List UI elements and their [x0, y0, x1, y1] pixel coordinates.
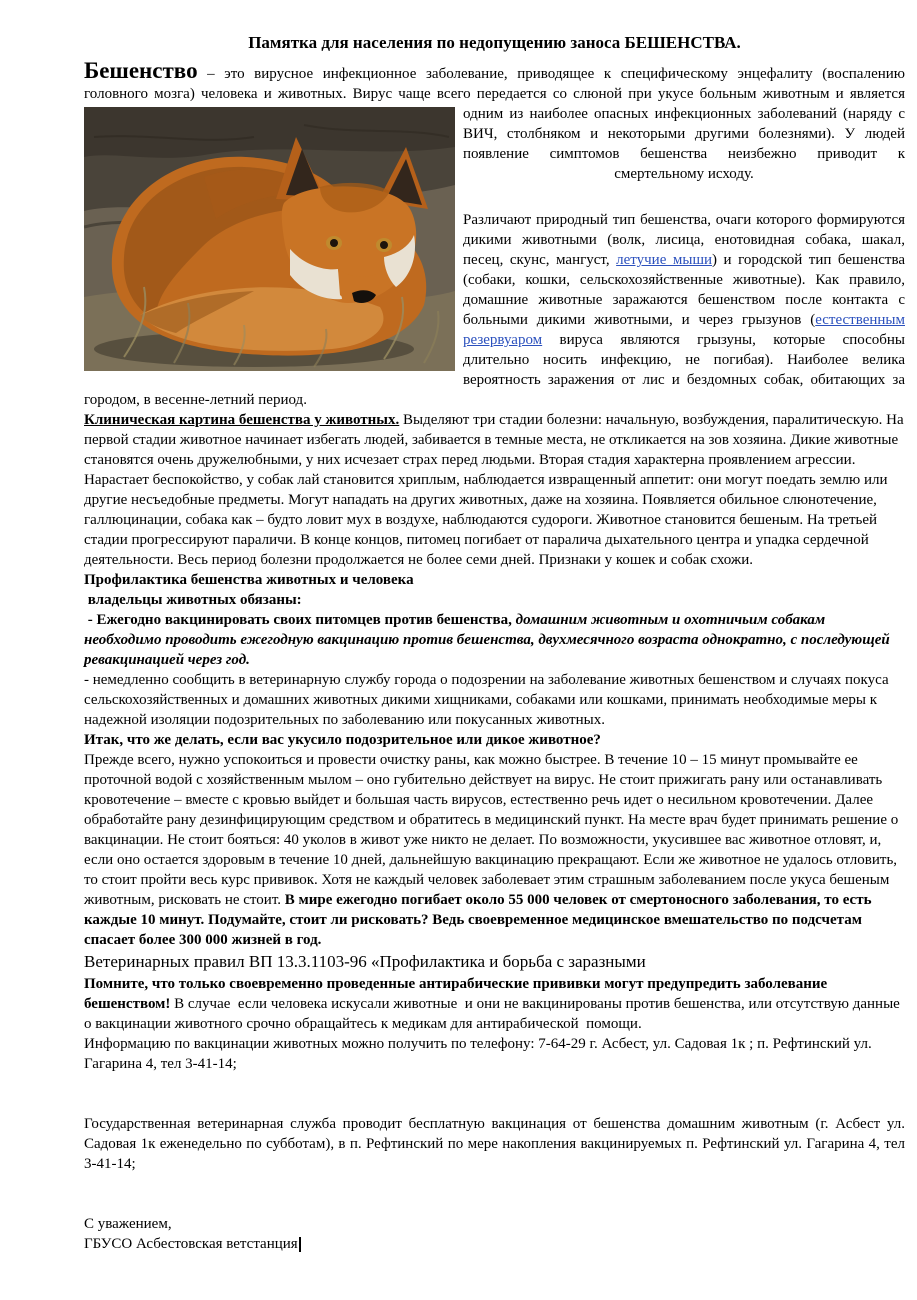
text-run: вируса являются грызуны, которые способны длительно носить инфекцию, не погибая). Наиболее велика вероятность заражения от лис и бездомных собак, обитающих за городом, в весенне-летний период.	[84, 332, 905, 408]
clinical-signs-paragraph	[84, 410, 905, 570]
vaccination-info-paragraph	[84, 1034, 905, 1074]
text-run: ГБУСО Асбестовская ветстанция	[84, 1236, 298, 1252]
text-run: - немедленно сообщить в ветеринарную службу города о подозрении на заболевание животных бешенством и случаях покуса сельскохозяйственных и домашних животных дикими хищниками, собаками или кошками, принимать необходимые меры к надежной изоляции подозрительных по заболеванию или покусанных животных.	[84, 672, 889, 728]
text-run: Профилактика бешенства животных и человека	[84, 572, 414, 588]
document-body	[84, 59, 905, 1254]
text-run: В случае если человека искусали животные и они не вакцинированы против бешенства, или отсутствую данные о вакцинации животного срочно обращайтесь к медикам для антирабической помощи.	[84, 996, 900, 1032]
text-run: ) и городской тип бешенства (собаки, кошки, сельскохозяйственные животные). Как правило, домашние животные заражаются бешенством после контакта с больными дикими животными, и через грызунов (	[463, 252, 905, 328]
prevention-heading	[84, 570, 905, 590]
free-vaccination-paragraph	[84, 1114, 905, 1174]
report-obligation-item	[84, 670, 905, 730]
closing-signature	[84, 1234, 905, 1254]
text-run: Ветеринарных правил ВП 13.3.1103-96 «Профилактика и борьба с заразными	[84, 952, 646, 971]
text-run: Выделяют три стадии болезни: начальную, возбуждения, паралитическую. На первой стадии животное начинает избегать людей, забивается в темные места, не откликается на зов хозяина. Дикие животные становятся очень дружелюбными, у них исчезает страх перед людьми. Вторая стадия характерна проявлением агрессии. Нарастает беспокойство, у собак лай становится хриплым, наблюдается извращенный аппетит: они могут поедать землю или другие несъедобные предметы. Могут нападать на других животных, даже на хозяина. Появляется обильное слюнотечение, галлюцинации, собака как – будто ловит мух в воздухе, наблюдаются судороги. Животное становится бешеным. На третьей стадии прогрессируют параличи. В конце концов, питомец погибает от паралича дыхательного центра и упадка сердечной деятельности. Весь период болезни продолжается не более семи дней. Признаки у кошек и собак схожи.	[84, 412, 904, 568]
text-run: Информацию по вакцинации животных можно получить по телефону: 7-64-29 г. Асбест, ул. Садовая 1к ; п. Рефтинский ул. Гагарина 4, тел 3-41-14;	[84, 1036, 872, 1072]
closing-salutation	[84, 1214, 905, 1234]
reminder-paragraph	[84, 974, 905, 1034]
vaccination-obligation-item	[84, 610, 905, 670]
text-run: домашним животным и охотничьим собакам необходимо проводить ежегодную вакцинацию против бешенства, двухмесячного возраста однократно, с последующей ревакцинацией через год.	[84, 612, 890, 668]
fox-photo-illustration	[84, 107, 455, 371]
text-run: Государственная ветеринарная служба проводит бесплатную вакцинация от бешенства домашним животным (г. Асбест ул. Садовая 1к еженедельно по субботам), в п. Рефтинский по мере накопления вакцинируемых п. Рефтинский ул. Гагарина 4, тел 3-41-14;	[84, 1116, 905, 1172]
text-run: Итак, что же делать, если вас укусило подозрительное или дикое животное?	[84, 732, 601, 748]
bite-question-heading	[84, 730, 905, 750]
veterinary-rules-line	[84, 950, 905, 974]
text-run: Помните, что только своевременно проведенные антирабические прививки могут предупредить заболевание бешенством!	[84, 976, 828, 1012]
bats-link[interactable]: летучие мыши	[616, 252, 713, 268]
text-run: Клиническая картина бешенства у животных.	[84, 412, 400, 428]
text-run: В мире ежегодно погибает около 55 000 человек от смертоносного заболевания, то есть каждые 10 минут. Подумайте, стоит ли рисковать? Ведь своевременное медицинское вмешательство по подсчетам спасает более 300 000 жизней в год.	[84, 892, 872, 948]
lead-word: Бешенство	[84, 58, 198, 83]
text-run: Прежде всего, нужно успокоиться и провести очистку раны, как можно быстрее. В течение 10 – 15 минут промывайте ее проточной водой с хозяйственным мылом – оно губительно действует на вирус. Не стоит прижигать рану или останавливать кровотечение – вместе с кровью выйдет и большая часть вирусов, естественно речь идет о несильном кровотечении. Далее обработайте рану дезинфицирующим средством и обратитесь в медицинский пункт. На месте врач будет принимать решение о вакцинации. Не стоит бояться: 40 уколов в живот уже никто не делает. По возможности, укусившее вас животное отловят, и, если оно остается здоровым в течение 10 дней, дальнейшую вакцинацию прекращают. Если же животное не удалось отловить, то стоит пройти весь курс прививок. Хотя не каждый человек заболевает этим страшным заболеванием после укуса бешеным животным, рисковать не стоит.	[84, 752, 899, 908]
text-run: больным животным и является одним из наиболее опасных инфекционных заболеваний (наряду с ВИЧ, столбняком и некоторыми другими болезнями). У людей появление симптомов бешенства неизбежно приводит к смертельному исходу.	[463, 86, 905, 182]
natural-reservoir-link[interactable]: естественным резервуаром	[463, 312, 905, 348]
text-run: Различают природный тип бешенства, очаги которого формируются дикими животными (волк, лисица, енотовидная собака, шакал, песец, скунс, мангуст,	[463, 212, 905, 268]
text-run: - Ежегодно вакцинировать своих питомцев против бешенства,	[84, 612, 516, 628]
text-run: – это вирусное инфекционное заболевание, приводящее к специфическому энцефалиту (воспалению головного мозга) человека и животных. Вирус чаще всего передается со слюной при укусе	[84, 66, 905, 102]
fox-photo	[84, 107, 455, 371]
page-title: Памятка для населения по недопущению заноса БЕШЕНСТВА.	[248, 33, 741, 52]
text-cursor	[299, 1237, 301, 1252]
owners-obligations-heading	[84, 590, 905, 610]
text-run: владельцы животных обязаны:	[84, 592, 302, 608]
bite-instructions-paragraph	[84, 750, 905, 950]
text-run: С уважением,	[84, 1216, 172, 1232]
intro-paragraph	[84, 59, 905, 184]
